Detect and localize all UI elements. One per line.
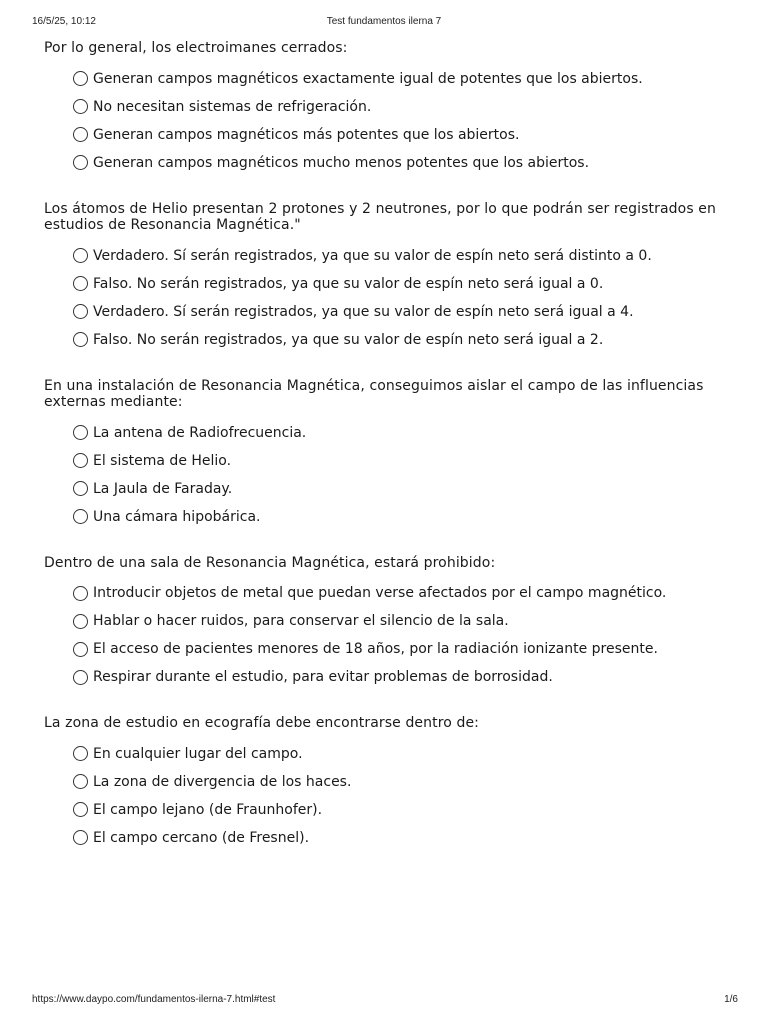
radio-button[interactable] <box>73 453 88 468</box>
answer-option[interactable] <box>73 663 734 691</box>
option-label: Verdadero. Sí serán registrados, ya que su valor de espín neto será igual a 4. <box>93 303 634 320</box>
answer-option[interactable] <box>73 326 734 354</box>
answer-option[interactable] <box>73 270 734 298</box>
answer-option[interactable] <box>73 298 734 326</box>
answer-option[interactable] <box>73 475 734 503</box>
option-label: El campo lejano (de Fraunhofer). <box>93 801 323 818</box>
quiz <box>44 40 734 876</box>
answer-option[interactable] <box>73 768 734 796</box>
answer-options <box>44 419 734 531</box>
question-text: Por lo general, los electroimanes cerrados: <box>44 40 348 56</box>
radio-button[interactable] <box>73 276 88 291</box>
answer-option[interactable] <box>73 824 734 852</box>
answer-option[interactable] <box>73 447 734 475</box>
radio-button[interactable] <box>73 642 88 657</box>
option-label: Falso. No serán registrados, ya que su valor de espín neto será igual a 0. <box>93 275 604 292</box>
option-label: El sistema de Helio. <box>93 452 232 469</box>
print-url: https://www.daypo.com/fundamentos-ilerna-7.html#test <box>32 994 276 1005</box>
option-label: La Jaula de Faraday. <box>93 480 233 497</box>
radio-button[interactable] <box>73 830 88 845</box>
print-header <box>0 16 768 30</box>
radio-button[interactable] <box>73 586 88 601</box>
question-text: Dentro de una sala de Resonancia Magnética, estará prohibido: <box>44 554 496 571</box>
radio-button[interactable] <box>73 99 88 114</box>
question-text: En una instalación de Resonancia Magnética, conseguimos aislar el campo de las influencias externas mediante: <box>44 377 704 410</box>
question-2 <box>44 201 734 354</box>
radio-button[interactable] <box>73 127 88 142</box>
option-label: Falso. No serán registrados, ya que su valor de espín neto será igual a 2. <box>93 331 604 348</box>
radio-button[interactable] <box>73 425 88 440</box>
option-label: Generan campos magnéticos mucho menos potentes que los abiertos. <box>93 154 590 171</box>
radio-button[interactable] <box>73 248 88 263</box>
option-label: Introducir objetos de metal que puedan verse afectados por el campo magnético. <box>93 585 667 601</box>
option-label: El acceso de pacientes menores de 18 años, por la radiación ionizante presente. <box>93 641 658 657</box>
question-5 <box>44 715 734 852</box>
option-label: El campo cercano (de Fresnel). <box>93 829 310 846</box>
question-3 <box>44 378 734 531</box>
answer-option[interactable] <box>73 121 734 149</box>
option-label: Una cámara hipobárica. <box>93 508 261 525</box>
radio-button[interactable] <box>73 614 88 629</box>
option-label: Generan campos magnéticos más potentes que los abiertos. <box>93 126 520 143</box>
print-datetime: 16/5/25, 10:12 <box>32 16 96 27</box>
answer-option[interactable] <box>73 607 734 635</box>
answer-option[interactable] <box>73 796 734 824</box>
option-label: Generan campos magnéticos exactamente igual de potentes que los abiertos. <box>93 70 643 87</box>
answer-option[interactable] <box>73 93 734 121</box>
question-text: Los átomos de Helio presentan 2 protones y 2 neutrones, por lo que podrán ser registrados en estudios de Resonancia Magnética." <box>44 200 716 233</box>
radio-button[interactable] <box>73 802 88 817</box>
option-label: Hablar o hacer ruidos, para conservar el silencio de la sala. <box>93 613 509 629</box>
radio-button[interactable] <box>73 481 88 496</box>
answer-options <box>44 740 734 852</box>
question-1 <box>44 40 734 177</box>
print-footer <box>0 994 768 1008</box>
answer-option[interactable] <box>73 579 734 607</box>
option-label: La zona de divergencia de los haces. <box>93 773 352 790</box>
radio-button[interactable] <box>73 774 88 789</box>
question-text: La zona de estudio en ecografía debe encontrarse dentro de: <box>44 715 479 731</box>
answer-option[interactable] <box>73 242 734 270</box>
radio-button[interactable] <box>73 670 88 685</box>
answer-options <box>44 65 734 177</box>
answer-option[interactable] <box>73 503 734 531</box>
answer-option[interactable] <box>73 635 734 663</box>
radio-button[interactable] <box>73 332 88 347</box>
radio-button[interactable] <box>73 746 88 761</box>
radio-button[interactable] <box>73 71 88 86</box>
option-label: Verdadero. Sí serán registrados, ya que su valor de espín neto será distinto a 0. <box>93 247 652 264</box>
option-label: Respirar durante el estudio, para evitar problemas de borrosidad. <box>93 669 553 685</box>
answer-option[interactable] <box>73 740 734 768</box>
question-4 <box>44 555 734 692</box>
answer-option[interactable] <box>73 65 734 93</box>
answer-option[interactable] <box>73 149 734 177</box>
radio-button[interactable] <box>73 304 88 319</box>
print-page-number: 1/6 <box>724 994 738 1005</box>
answer-options <box>44 242 734 354</box>
print-page-title: Test fundamentos ilerna 7 <box>326 16 442 27</box>
answer-options <box>44 579 734 691</box>
option-label: No necesitan sistemas de refrigeración. <box>93 98 372 115</box>
radio-button[interactable] <box>73 155 88 170</box>
option-label: En cualquier lugar del campo. <box>93 745 303 762</box>
answer-option[interactable] <box>73 419 734 447</box>
radio-button[interactable] <box>73 509 88 524</box>
option-label: La antena de Radiofrecuencia. <box>93 424 307 441</box>
